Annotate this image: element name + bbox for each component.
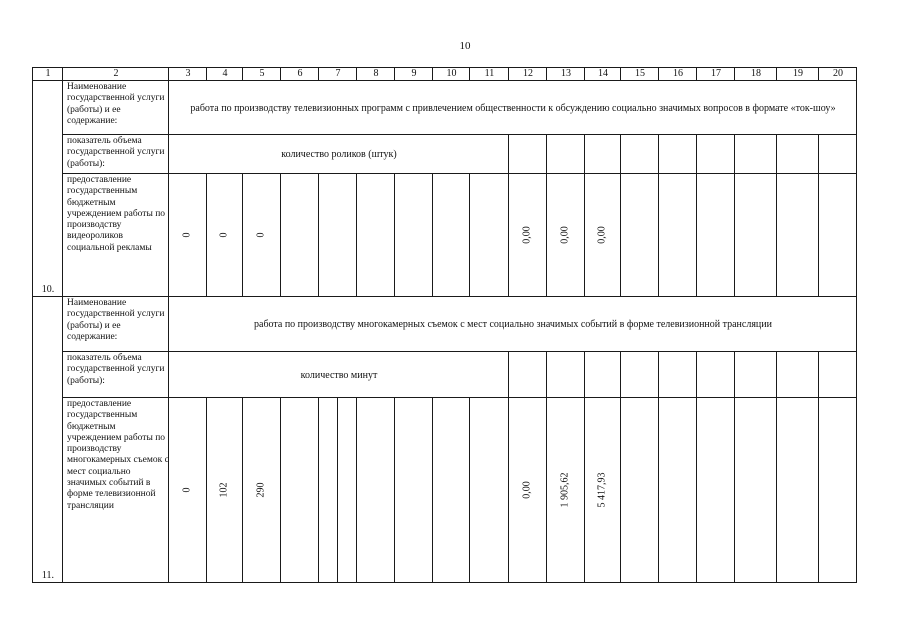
section10-row-label: предоставление государственным бюджетным учреждением работы по производству видеороликов социальной рекламы (62, 173, 169, 297)
section11-unit-cell-13 (546, 351, 585, 398)
section10-data-cell-18 (734, 173, 777, 297)
column-header-17: 17 (696, 67, 735, 81)
page-number: 10 (459, 40, 471, 52)
column-header-4: 4 (206, 67, 243, 81)
column-header-3: 3 (168, 67, 207, 81)
section10-service-description: работа по производству телевизионных программ с привлечением общественности к обсуждению социально значимых вопросов в формате «ток-шоу» (168, 80, 857, 135)
section10-value-c5: 0 (255, 232, 267, 237)
section11-data-cell-17 (696, 397, 735, 583)
section11-data-cell-11 (469, 397, 509, 583)
section11-data-cell-20 (818, 397, 857, 583)
section11-unit-cell-20 (818, 351, 857, 398)
section11-data-cell-18 (734, 397, 777, 583)
section10-data-cell-11 (469, 173, 509, 297)
section11-unit: количество минут (168, 351, 509, 398)
section10-value-c12: 0,00 (521, 225, 533, 244)
column-header-10: 10 (432, 67, 470, 81)
column-header-9: 9 (394, 67, 433, 81)
section11-value-c12: 0,00 (521, 480, 533, 499)
section10-volume-label: показатель объема государственной услуги (работы): (62, 134, 169, 174)
section10-unit-cell-16 (658, 134, 697, 174)
section11-value-c14: 5 417,93 (596, 472, 608, 507)
section10-unit: количество роликов (штук) (168, 134, 509, 174)
column-header-5: 5 (242, 67, 281, 81)
column-header-1: 1 (32, 67, 63, 81)
section11-row-label: предоставление государственным бюджетным учреждением работы по производству многокамерных съемок с мест социально значимых событий в форме телевизионной трансляции (62, 397, 169, 583)
section10-unit-cell-19 (776, 134, 819, 174)
section11-volume-label: показатель объема государственной услуги (работы): (62, 351, 169, 398)
section11-value-c13: 1 905,62 (559, 472, 571, 507)
section10-unit-cell-12 (508, 134, 547, 174)
column-header-11: 11 (469, 67, 509, 81)
section10-name-label: Наименование государственной услуги (работы) и ее содержание: (62, 80, 169, 135)
section11-value-c5: 290 (255, 482, 267, 497)
section11-unit-cell-16 (658, 351, 697, 398)
section11-data-cell-8 (356, 397, 395, 583)
section10-value-c4: 0 (218, 232, 230, 237)
column-header-12: 12 (508, 67, 547, 81)
column-header-18: 18 (734, 67, 777, 81)
section11-unit-cell-18 (734, 351, 777, 398)
column-header-2: 2 (62, 67, 169, 81)
column-header-16: 16 (658, 67, 697, 81)
section10-value-c14: 0,00 (596, 225, 608, 244)
section11-data-cell-19 (776, 397, 819, 583)
section10-data-cell-17 (696, 173, 735, 297)
section11-data-cell-15 (620, 397, 659, 583)
column-header-7: 7 (318, 67, 357, 81)
section10-number-text: 10. (41, 284, 55, 295)
section10-number (32, 80, 63, 297)
section10-value-c3: 0 (181, 232, 193, 237)
column-header-14: 14 (584, 67, 621, 81)
section11-value-c4: 102 (218, 482, 230, 497)
section11-unit-cell-17 (696, 351, 735, 398)
section10-unit-cell-15 (620, 134, 659, 174)
section10-data-cell-16 (658, 173, 697, 297)
section11-number-text: 11. (41, 570, 55, 581)
section10-unit-cell-18 (734, 134, 777, 174)
section11-name-label: Наименование государственной услуги (работы) и ее содержание: (62, 296, 169, 352)
section10-data-cell-9 (394, 173, 433, 297)
section11-subdivider-0 (337, 397, 338, 582)
section11-unit-cell-12 (508, 351, 547, 398)
section11-number (32, 296, 63, 583)
section10-unit-cell-13 (546, 134, 585, 174)
section11-unit-cell-19 (776, 351, 819, 398)
section10-data-cell-20 (818, 173, 857, 297)
section11-unit-cell-14 (584, 351, 621, 398)
section11-data-cell-10 (432, 397, 470, 583)
column-header-15: 15 (620, 67, 659, 81)
section10-data-cell-8 (356, 173, 395, 297)
section10-data-cell-6 (280, 173, 319, 297)
section10-data-cell-15 (620, 173, 659, 297)
column-header-19: 19 (776, 67, 819, 81)
column-header-8: 8 (356, 67, 395, 81)
section10-unit-cell-17 (696, 134, 735, 174)
section10-value-c13: 0,00 (559, 225, 571, 244)
section11-unit-cell-15 (620, 351, 659, 398)
section10-data-cell-19 (776, 173, 819, 297)
section11-data-cell-6 (280, 397, 319, 583)
section10-unit-cell-14 (584, 134, 621, 174)
section11-service-description: работа по производству многокамерных съемок с мест социально значимых событий в форме телевизионной трансляции (168, 296, 857, 352)
column-header-13: 13 (546, 67, 585, 81)
section11-data-cell-16 (658, 397, 697, 583)
section10-unit-cell-20 (818, 134, 857, 174)
column-header-6: 6 (280, 67, 319, 81)
column-header-20: 20 (818, 67, 857, 81)
section11-value-c3: 0 (181, 487, 193, 492)
section11-data-cell-9 (394, 397, 433, 583)
section10-data-cell-10 (432, 173, 470, 297)
section10-data-cell-7 (318, 173, 357, 297)
